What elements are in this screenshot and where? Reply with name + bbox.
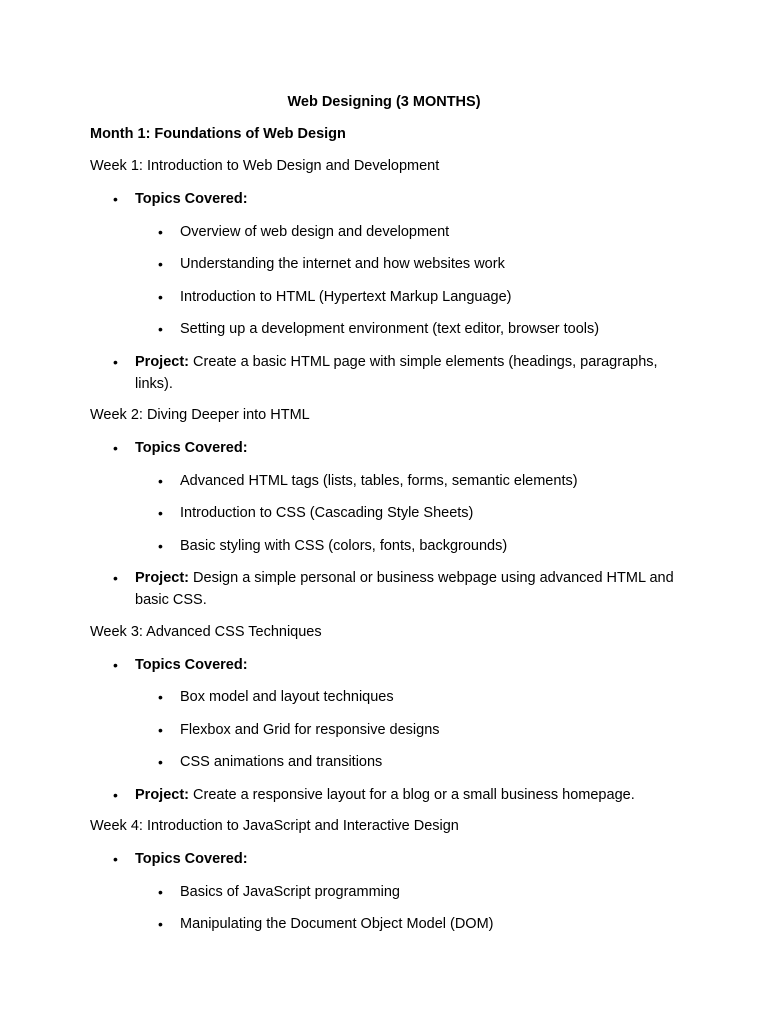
topic-text: Basic styling with CSS (colors, fonts, backgrounds) (180, 537, 508, 554)
topic-text: Introduction to HTML (Hypertext Markup Language) (180, 288, 512, 305)
topics-label: Topics Covered: (135, 656, 248, 673)
project-label: Project: (135, 570, 189, 586)
week-outline-list (90, 654, 680, 806)
bullet-icon: • (113, 440, 118, 456)
topic-text: CSS animations and transitions (180, 754, 383, 770)
topic-text: Box model and layout techniques (180, 689, 394, 705)
bullet-icon: • (158, 537, 163, 554)
weeks-container (90, 156, 680, 935)
topics-label: Topics Covered: (135, 440, 248, 456)
topic-text: Setting up a development environment (text editor, browser tools) (180, 321, 600, 337)
bullet-icon: • (158, 689, 163, 705)
bullet-icon: • (158, 754, 163, 770)
topics-item (90, 848, 680, 935)
week-heading: Week 3: Advanced CSS Techniques (90, 623, 322, 640)
week-heading: Week 2: Diving Deeper into HTML (90, 407, 310, 423)
week-outline-list (90, 437, 680, 611)
bullet-icon: • (158, 721, 163, 738)
project-item (90, 567, 680, 611)
week-section (90, 405, 680, 611)
week-section (90, 622, 680, 806)
bullet-icon: • (158, 472, 163, 489)
topic-item (135, 470, 680, 492)
week-section (90, 156, 680, 395)
document-page (90, 92, 680, 946)
bullet-icon: • (158, 223, 163, 240)
topic-item (135, 221, 680, 243)
month-heading: Month 1: Foundations of Web Design (90, 126, 346, 142)
topic-item (135, 719, 680, 741)
project-text: Create a responsive layout for a blog or a small business homepage. (193, 786, 635, 803)
topic-text: Introduction to CSS (Cascading Style Sheets) (180, 505, 474, 521)
topic-text: Manipulating the Document Object Model (DOM) (180, 916, 494, 932)
topic-item (135, 686, 680, 708)
topic-text: Understanding the internet and how websites work (180, 256, 505, 272)
bullet-icon: • (113, 656, 118, 673)
project-item (90, 351, 680, 395)
project-label: Project: (135, 786, 189, 803)
bullet-icon: • (158, 321, 163, 337)
topic-item (135, 286, 680, 308)
bullet-icon: • (113, 353, 118, 370)
bullet-icon: • (158, 288, 163, 305)
topics-label: Topics Covered: (135, 191, 248, 207)
topics-list (135, 470, 680, 557)
topics-list (135, 881, 680, 936)
bullet-icon: • (158, 883, 163, 900)
topics-item (90, 188, 680, 340)
bullet-icon: • (158, 505, 163, 521)
topic-text: Flexbox and Grid for responsive designs (180, 721, 440, 738)
week-heading: Week 1: Introduction to Web Design and Development (90, 158, 440, 174)
bullet-icon: • (113, 191, 118, 207)
bullet-icon: • (113, 786, 118, 803)
topic-text: Advanced HTML tags (lists, tables, forms, semantic elements) (180, 472, 578, 489)
document-title: Web Designing (3 MONTHS) (287, 94, 481, 110)
bullet-icon: • (113, 570, 118, 586)
project-label: Project: (135, 353, 189, 370)
week-heading: Week 4: Introduction to JavaScript and Interactive Design (90, 818, 459, 834)
topic-text: Basics of JavaScript programming (180, 883, 400, 900)
topic-text: Overview of web design and development (180, 223, 450, 240)
bullet-icon: • (158, 256, 163, 272)
topics-list (135, 221, 680, 341)
topic-item (135, 318, 680, 340)
topics-list (135, 686, 680, 773)
bullet-icon: • (158, 916, 163, 932)
project-item (90, 784, 680, 806)
project-text: Design a simple personal or business webpage using advanced HTML and basic CSS. (135, 570, 674, 608)
bullet-icon: • (113, 851, 118, 867)
topic-item (135, 881, 680, 903)
topic-item (135, 913, 680, 935)
topics-item (90, 437, 680, 557)
topics-item (90, 654, 680, 774)
week-outline-list (90, 188, 680, 395)
topics-label: Topics Covered: (135, 851, 248, 867)
topic-item (135, 535, 680, 557)
week-section (90, 816, 680, 935)
project-text: Create a basic HTML page with simple elements (headings, paragraphs, links). (135, 353, 658, 392)
topic-item (135, 502, 680, 524)
topic-item (135, 253, 680, 275)
topic-item (135, 751, 680, 773)
week-outline-list (90, 848, 680, 935)
